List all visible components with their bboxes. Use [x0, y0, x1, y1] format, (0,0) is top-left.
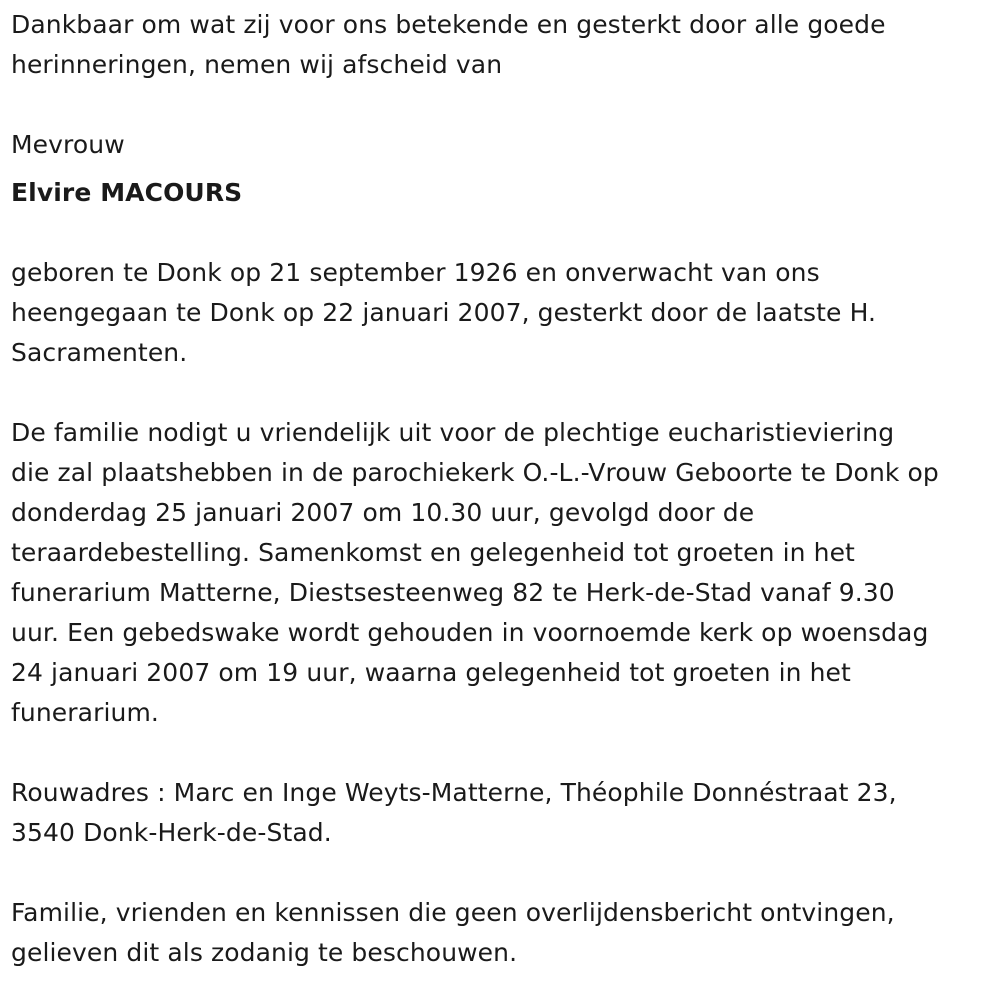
ceremony-line-1: De familie nodigt u vriendelijk uit voor de plechtige eucharistieviering	[11, 418, 895, 447]
ceremony-line-7: 24 januari 2007 om 19 uur, waarna gelegenheid tot groeten in het	[11, 658, 851, 687]
ceremony-line-8: funerarium.	[11, 698, 159, 727]
paragraph-spacer	[11, 373, 996, 413]
paragraph-spacer	[11, 213, 996, 253]
birth-death-line-3: Sacramenten.	[11, 338, 188, 367]
paragraph-spacer	[11, 733, 996, 773]
birth-death-line-2: heengegaan te Donk op 22 januari 2007, gesterkt door de laatste H.	[11, 298, 877, 327]
obituary-document	[11, 5, 996, 973]
ceremony-line-6: uur. Een gebedswake wordt gehouden in voornoemde kerk op woensdag	[11, 618, 929, 647]
intro-line-2: herinneringen, nemen wij afscheid van	[11, 50, 503, 79]
closing-line-2: gelieven dit als zodanig te beschouwen.	[11, 938, 518, 967]
ceremony-line-5: funerarium Matterne, Diestsesteenweg 82 te Herk-de-Stad vanaf 9.30	[11, 578, 895, 607]
intro-paragraph	[11, 5, 996, 85]
deceased-title: Mevrouw	[11, 130, 125, 159]
birth-death-line-1: geboren te Donk op 21 september 1926 en onverwacht van ons	[11, 258, 820, 287]
ceremony-line-2: die zal plaatshebben in de parochiekerk O.-L.-Vrouw Geboorte te Donk op	[11, 458, 939, 487]
address-paragraph	[11, 773, 996, 853]
ceremony-paragraph	[11, 413, 996, 733]
birth-death-paragraph	[11, 253, 996, 373]
paragraph-spacer	[11, 85, 996, 125]
ceremony-line-3: donderdag 25 januari 2007 om 10.30 uur, gevolgd door de	[11, 498, 755, 527]
intro-line-1: Dankbaar om wat zij voor ons betekende en gesterkt door alle goede	[11, 10, 886, 39]
address-line-2: 3540 Donk-Herk-de-Stad.	[11, 818, 332, 847]
closing-line-1: Familie, vrienden en kennissen die geen overlijdensbericht ontvingen,	[11, 898, 895, 927]
paragraph-spacer	[11, 853, 996, 893]
ceremony-line-4: teraardebestelling. Samenkomst en gelegenheid tot groeten in het	[11, 538, 855, 567]
address-line-1: Rouwadres : Marc en Inge Weyts-Matterne, Théophile Donnéstraat 23,	[11, 778, 897, 807]
closing-paragraph	[11, 893, 996, 973]
deceased-name: Elvire MACOURS	[11, 178, 243, 207]
